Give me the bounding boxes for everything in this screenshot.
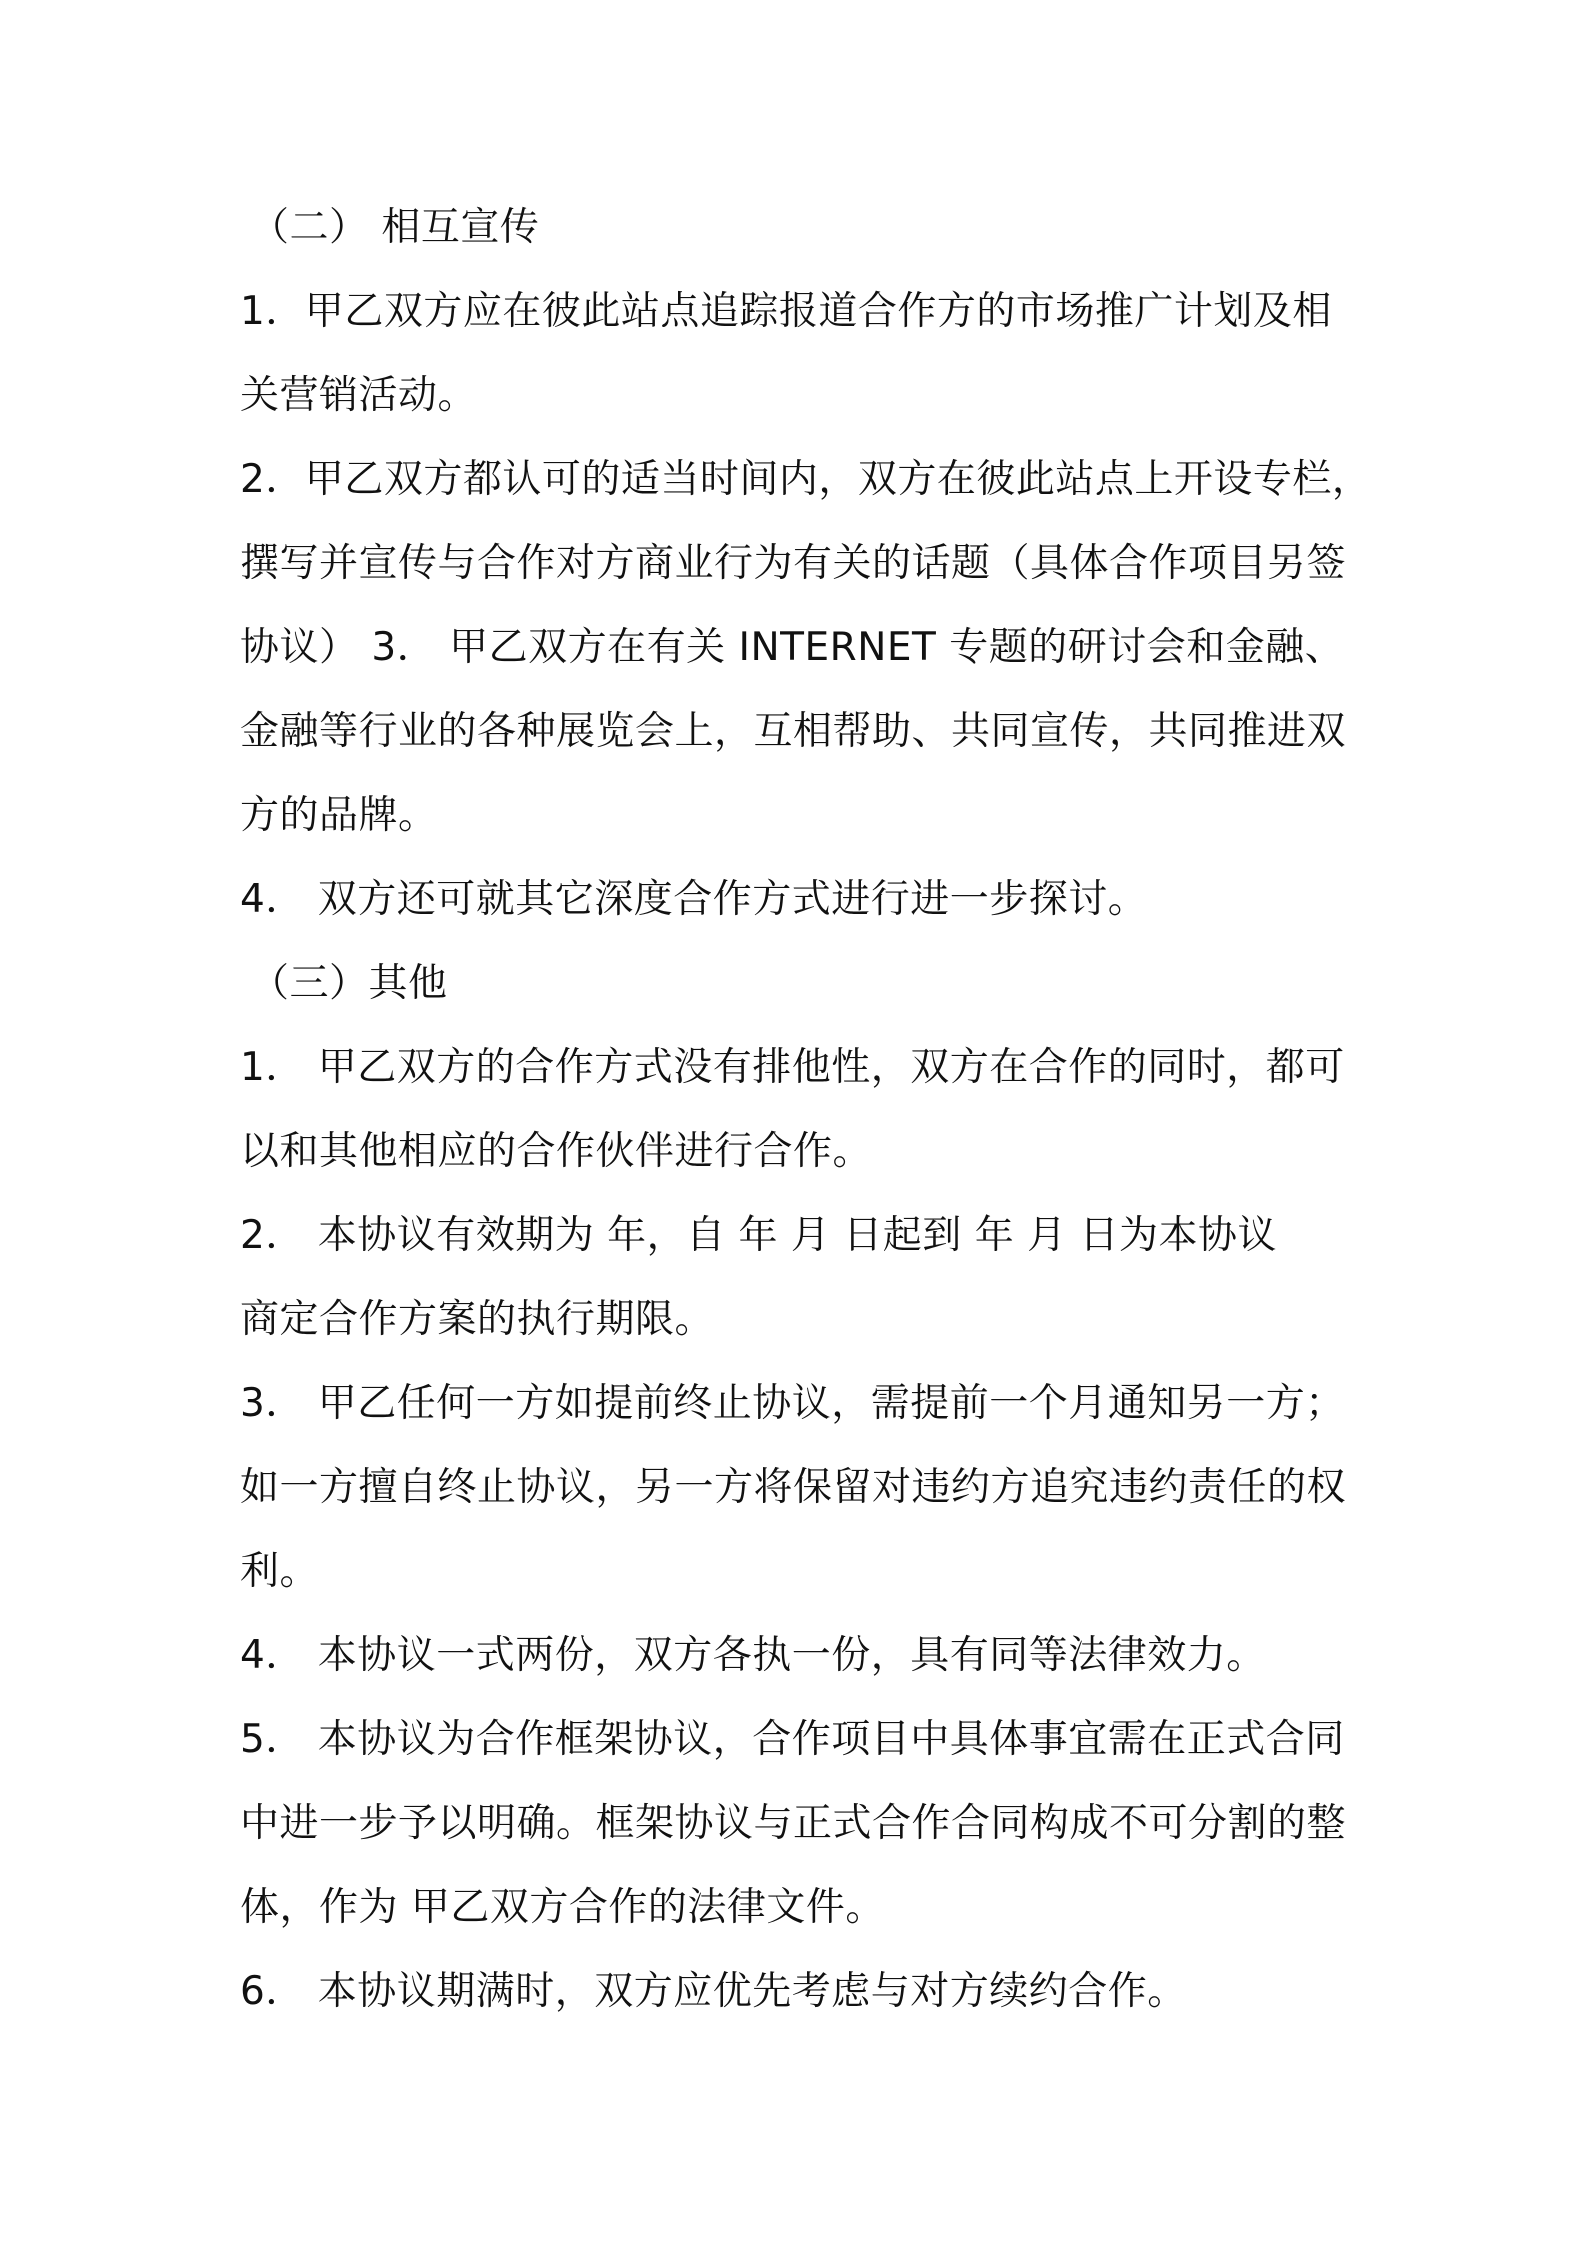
text-line: 关营销活动。 (240, 373, 478, 418)
text-line: 2． 本协议有效期为 年，自 年 月 日起到 年 月 日为本协议 (240, 1213, 1277, 1258)
text-line: 撰写并宣传与合作对方商业行为有关的话题（具体合作项目另签 (240, 541, 1347, 586)
text-line: 协议） 3． 甲乙双方在有关 INTERNET 专题的研讨会和金融、 (240, 625, 1345, 670)
text-line: 6． 本协议期满时，双方应优先考虑与对方续约合作。 (240, 1969, 1187, 2014)
section-heading-other: （三）其他 (250, 961, 448, 1006)
section-heading-mutual-promotion: （二） 相互宣传 (250, 205, 540, 250)
text-line: 利。 (240, 1549, 320, 1594)
text-line: 金融等行业的各种展览会上，互相帮助、共同宣传，共同推进双 (240, 709, 1347, 754)
text-line: 体，作为 甲乙双方合作的法律文件。 (240, 1885, 885, 1930)
text-line: 中进一步予以明确。框架协议与正式合作合同构成不可分割的整 (240, 1801, 1347, 1846)
text-line: 4． 本协议一式两份，双方各执一份，具有同等法律效力。 (240, 1633, 1266, 1678)
text-line: 1．甲乙双方应在彼此站点追踪报道合作方的市场推广计划及相 (240, 289, 1332, 334)
text-line: 以和其他相应的合作伙伴进行合作。 (240, 1129, 873, 1174)
text-line: 方的品牌。 (240, 793, 438, 838)
text-line: 4． 双方还可就其它深度合作方式进行进一步探讨。 (240, 877, 1148, 922)
text-line: 2．甲乙双方都认可的适当时间内，双方在彼此站点上开设专栏， (240, 457, 1372, 502)
text-line: 3． 甲乙任何一方如提前终止协议，需提前一个月通知另一方； (240, 1381, 1345, 1426)
text-line: 如一方擅自终止协议，另一方将保留对违约方追究违约责任的权 (240, 1465, 1347, 1510)
text-line: 1． 甲乙双方的合作方式没有排他性，双方在合作的同时，都可 (240, 1045, 1345, 1090)
text-line: 商定合作方案的执行期限。 (240, 1297, 715, 1342)
text-line: 5． 本协议为合作框架协议，合作项目中具体事宜需在正式合同 (240, 1717, 1345, 1762)
